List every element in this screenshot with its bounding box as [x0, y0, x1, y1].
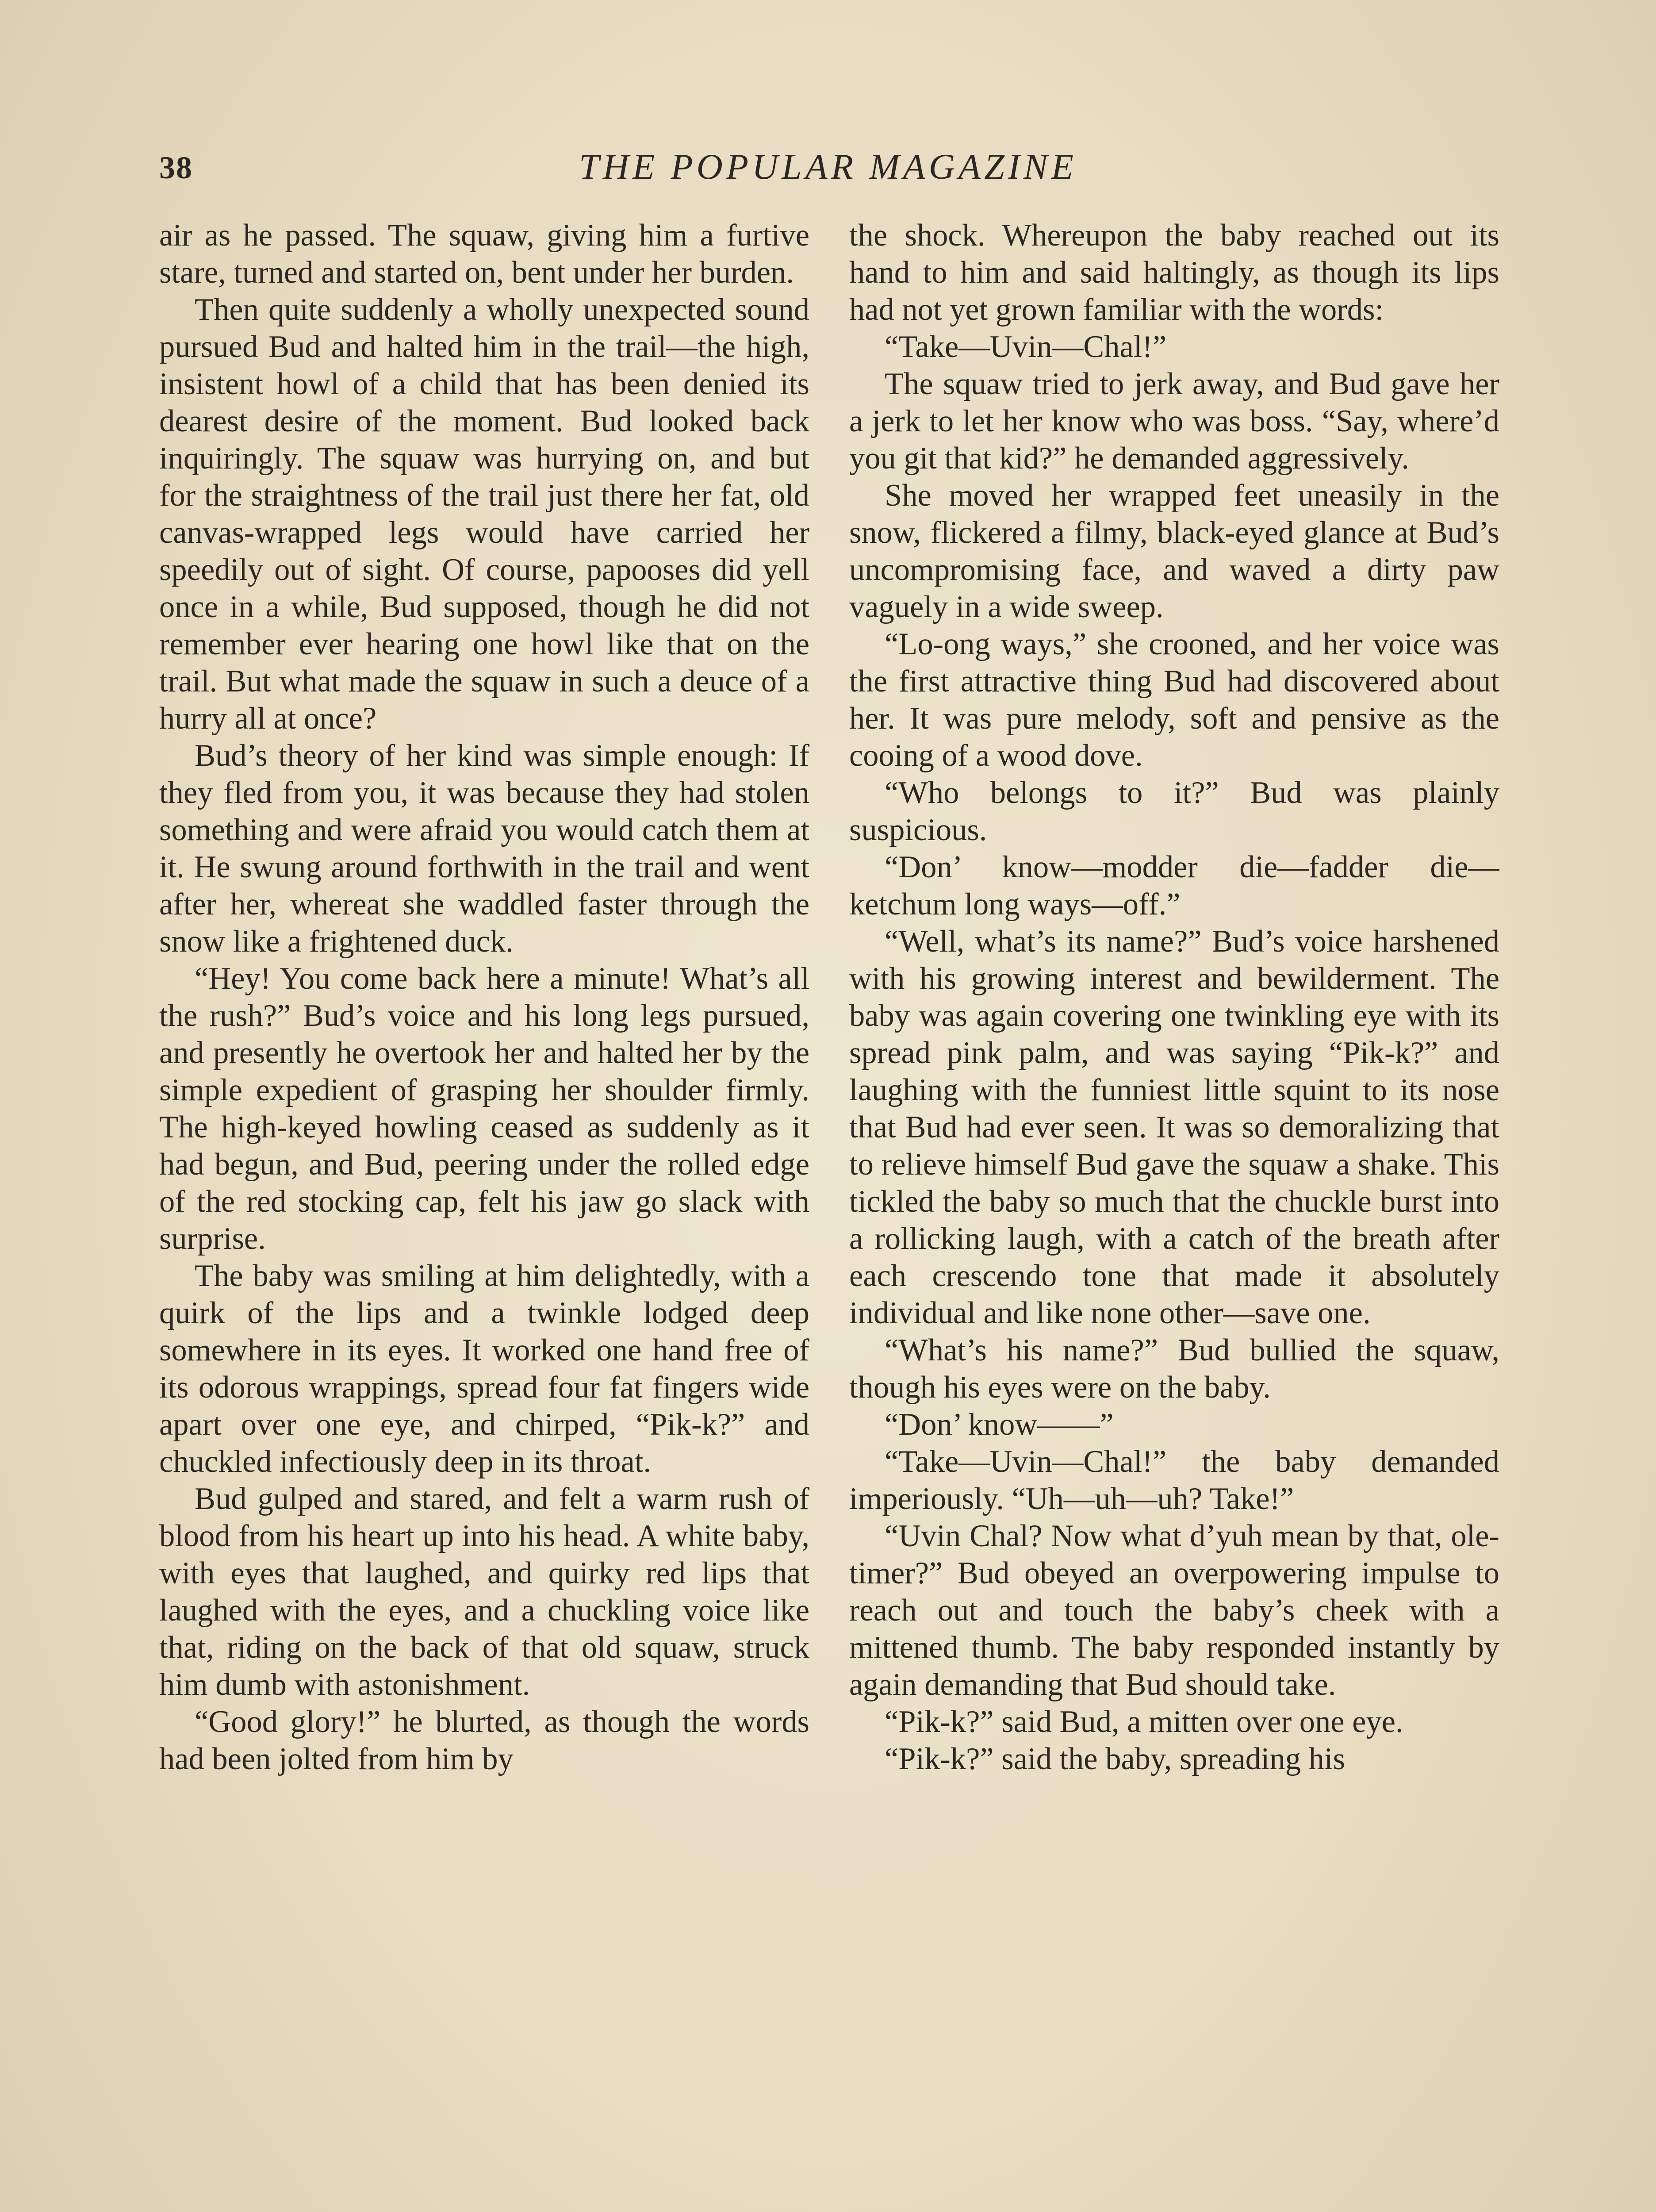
- page-number: 38: [159, 150, 193, 185]
- paragraph: “Hey! You come back here a minute! What’s all the rush?” Bud’s voice and his long legs pursued, and presently he overtook her and halted her by the simple expedient of grasping her shoulder firmly. The high-keyed howling ceased as suddenly as it had begun, and Bud, peering under the rolled edge of the red stocking cap, felt his jaw go slack with surprise.: [159, 961, 809, 1256]
- paragraph: the shock. Whereupon the baby reached out its hand to him and said haltingly, as though its lips had not yet grown familiar with the words:: [849, 218, 1499, 327]
- paragraph: “Good glory!” he blurted, as though the words had been jolted from him by: [159, 1705, 809, 1776]
- paragraph: “Don’ know—modder die—fadder die—ketchum long ways—off.”: [849, 850, 1499, 922]
- paragraph: “Uvin Chal? Now what d’yuh mean by that, ole-timer?” Bud obeyed an overpowering impulse to reach out and touch the baby’s cheek with a mittened thumb. The baby responded instantly by again demanding that Bud should take.: [849, 1519, 1499, 1702]
- paragraph: “Well, what’s its name?” Bud’s voice harshened with his growing interest and bewilderment. The baby was again covering one twinkling eye with its spread pink palm, and was saying “Pik-k?” and laughing with the funniest little squint to its nose that Bud had ever seen. It was so demoralizing that to relieve himself Bud gave the squaw a shake. This tickled the baby so much that the chuckle burst into a rollicking laugh, with a catch of the breath after each crescendo tone that made it absolutely individual and like none other—save one.: [849, 924, 1499, 1330]
- paragraph: Bud’s theory of her kind was simple enough: If they fled from you, it was because they had stolen something and were afraid you would catch them at it. He swung around forthwith in the trail and went after her, whereat she waddled faster through the snow like a frightened duck.: [159, 738, 809, 959]
- paragraph: “Take—Uvin—Chal!”: [885, 330, 1167, 364]
- paragraph: Then quite suddenly a wholly unexpected sound pursued Bud and halted him in the trail—the high, insistent howl of a child that has been denied its dearest desire of the moment. Bud looked back inquiringly. The squaw was hurrying on, and but for the straightness of the trail just there her fat, old canvas-wrapped legs would have carried her speedily out of sight. Of course, papooses did yell once in a while, Bud supposed, though he did not remember ever hearing one howl like that on the trail. But what made the squaw in such a deuce of a hurry all at once?: [159, 292, 809, 736]
- paragraph: “Take—Uvin—Chal!” the baby demanded imperiously. “Uh—uh—uh? Take!”: [849, 1444, 1499, 1516]
- paragraph: “Don’ know——”: [885, 1407, 1114, 1442]
- paragraph: The squaw tried to jerk away, and Bud gave her a jerk to let her know who was boss. “Say, where’d you git that kid?” he demanded aggressively.: [849, 367, 1499, 476]
- paragraph: “Lo-ong ways,” she crooned, and her voice was the first attractive thing Bud had discovered about her. It was pure melody, soft and pensive as the cooing of a wood dove.: [849, 627, 1499, 773]
- page-header: [159, 146, 1497, 199]
- paragraph: “Pik-k?” said the baby, spreading his: [885, 1742, 1345, 1776]
- paragraph: air as he passed. The squaw, giving him a furtive stare, turned and started on, bent under her burden.: [159, 218, 809, 290]
- paragraph: She moved her wrapped feet uneasily in the snow, flickered a filmy, black-eyed glance at Bud’s uncompromising face, and waved a dirty paw vaguely in a wide sweep.: [849, 478, 1499, 624]
- paragraph: “Pik-k?” said Bud, a mitten over one eye.: [885, 1705, 1403, 1739]
- paragraph: “What’s his name?” Bud bullied the squaw, though his eyes were on the baby.: [849, 1333, 1499, 1405]
- paragraph: The baby was smiling at him delightedly, with a quirk of the lips and a twinkle lodged deep somewhere in its eyes. It worked one hand free of its odorous wrappings, spread four fat fingers wide apart over one eye, and chirped, “Pik-k?” and chuckled infectiously deep in its throat.: [159, 1259, 809, 1479]
- left-column: [159, 217, 809, 2212]
- paragraph: “Who belongs to it?” Bud was plainly suspicious.: [849, 776, 1499, 847]
- paragraph: Bud gulped and stared, and felt a warm rush of blood from his heart up into his head. A white baby, with eyes that laughed, and quirky red lips that laughed with the eyes, and a chuckling voice like that, riding on the back of that old squaw, struck him dumb with astonishment.: [159, 1482, 809, 1702]
- text-columns: [159, 217, 1499, 2212]
- right-column: [849, 217, 1499, 2212]
- running-title: THE POPULAR MAGAZINE: [579, 146, 1077, 187]
